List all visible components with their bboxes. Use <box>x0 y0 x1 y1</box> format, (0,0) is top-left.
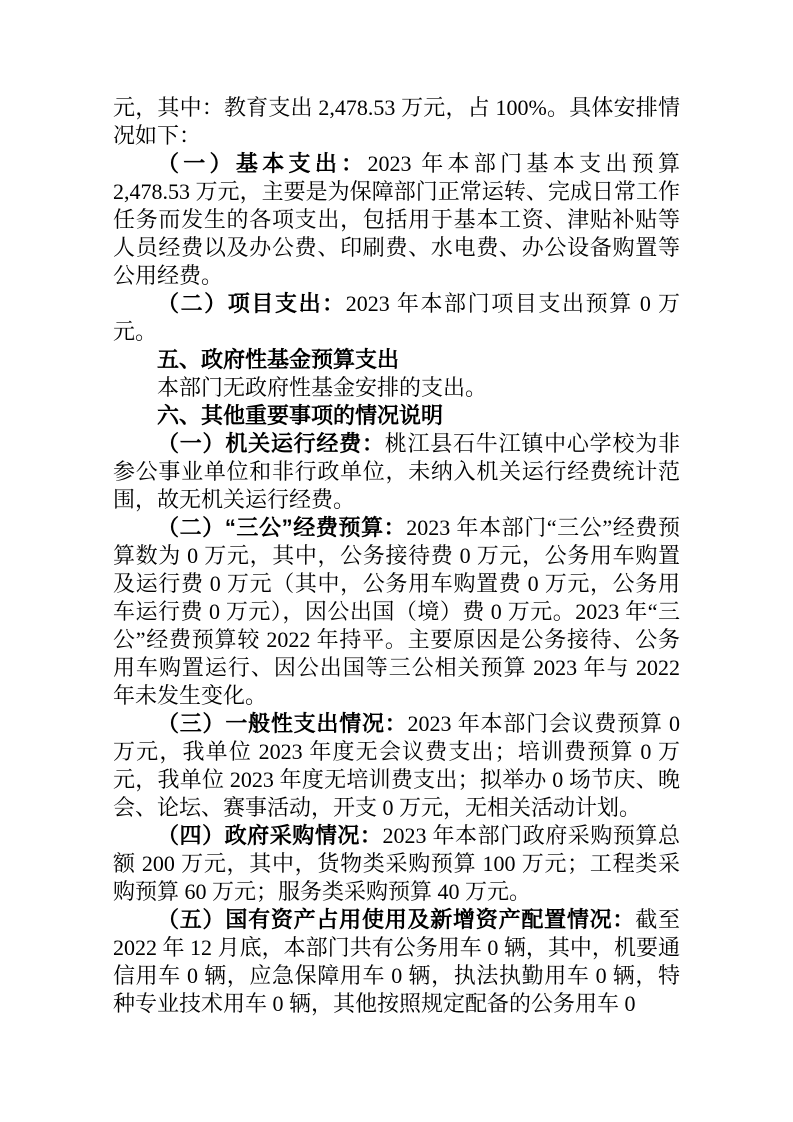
paragraph-text: 2023 年本部门政府采购预算总额 200 万元，其中，货物类采购预算 100 万元；工程类采购预算 60 万元；服务类采购预算 40 万元。 <box>113 823 680 904</box>
section-heading-gov-fund-budget: 五、政府性基金预算支出 <box>157 347 400 372</box>
paragraph-agency-operating-cost <box>113 430 680 514</box>
paragraph-three-public-expenses-budget <box>113 514 680 710</box>
paragraph-label: （二）“三公”经费预算： <box>157 515 407 540</box>
section-heading-other-important-matters: 六、其他重要事项的情况说明 <box>157 403 444 428</box>
paragraph-label: （一）机关运行经费： <box>157 431 385 456</box>
paragraph-general-expenditure <box>113 710 680 822</box>
paragraph-label: （二）项目支出： <box>157 291 346 316</box>
paragraph-state-assets-usage <box>113 906 680 1018</box>
paragraph-text: 2023 年本部门项目支出预算 0 万元。 <box>113 291 680 344</box>
paragraph-label: （五）国有资产占用使用及新增资产配置情况： <box>157 907 636 932</box>
paragraph-text: 截至 2022 年 12 月底，本部门共有公务用车 0 辆，其中，机要通信用车 0 辆，应急保障用车 0 辆，执法执勤用车 0 辆，特种专业技术用车 0 辆，其他按照规定配备的公务用车 0 <box>113 907 680 1016</box>
paragraph-text: 本部门无政府性基金安排的支出。 <box>157 375 488 400</box>
paragraph-label: （三）一般性支出情况： <box>157 711 408 736</box>
paragraph-text: 2023 年本部门“三公”经费预算数为 0 万元，其中，公务接待费 0 万元，公务用车购置及运行费 0 万元（其中，公务用车购置费 0 万元，公务用车运行费 0 万元），因公出国（境）费 0 万元。2023 年“三公”经费预算较 2022 年持平。主要原因是公务接待、公务用车购置运行、因公出国等三公相关预算 2023 年与 2022 年未发生变化。 <box>113 515 680 708</box>
paragraph-text: 桃江县石牛江镇中心学校为非参公事业单位和非行政单位，未纳入机关运行经费统计范围，故无机关运行经费。 <box>113 431 680 512</box>
paragraph-overview-continued <box>113 94 680 150</box>
paragraph-gov-fund-note <box>113 374 680 402</box>
paragraph-label: （一）基本支出： <box>157 151 368 176</box>
paragraph-text: 元，其中：教育支出 2,478.53 万元，占 100%。具体安排情况如下： <box>113 95 680 148</box>
paragraph-text: 2023 年本部门会议费预算 0 万元，我单位 2023 年度无会议费支出；培训费预算 0 万元，我单位 2023 年度无培训费支出；拟举办 0 场节庆、晚会、论坛、赛事活动，开支 0 万元，无相关活动计划。 <box>113 711 680 820</box>
paragraph-gov-procurement <box>113 822 680 906</box>
paragraph-project-expenditure <box>113 290 680 346</box>
paragraph-text: 2023 年本部门基本支出预算 2,478.53 万元，主要是为保障部门正常运转、完成日常工作任务而发生的各项支出，包括用于基本工资、津贴补贴等人员经费以及办公费、印刷费、水电费、办公设备购置等公用经费。 <box>113 151 680 288</box>
paragraph-label: （四）政府采购情况： <box>157 823 383 848</box>
paragraph-basic-expenditure <box>113 150 680 290</box>
